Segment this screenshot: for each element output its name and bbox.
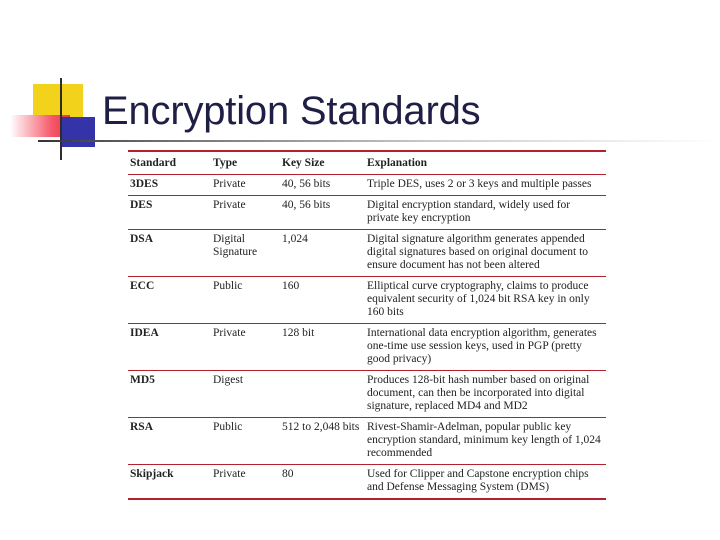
table-row [128, 230, 606, 277]
cell-type: Private [211, 175, 280, 196]
cell-key-size: 40, 56 bits [280, 196, 365, 230]
cell-type: Private [211, 465, 280, 500]
cell-type: Private [211, 196, 280, 230]
cell-key-size: 160 [280, 277, 365, 324]
cell-key-size: 40, 56 bits [280, 175, 365, 196]
cell-key-size: 80 [280, 465, 365, 500]
table-row [128, 324, 606, 371]
cell-type: Public [211, 277, 280, 324]
header-type: Type [211, 151, 280, 175]
cell-explanation: Produces 128-bit hash number based on original document, can then be incorporated into digital signature, replaced MD4 and MD2 [365, 371, 606, 418]
cell-standard: MD5 [128, 371, 211, 418]
cell-explanation: Rivest-Shamir-Adelman, popular public key encryption standard, minimum key length of 1,024 recommended [365, 418, 606, 465]
cell-standard: Skipjack [128, 465, 211, 500]
cell-type: Private [211, 324, 280, 371]
encryption-standards-table [128, 150, 606, 500]
cell-explanation: Used for Clipper and Capstone encryption chips and Defense Messaging System (DMS) [365, 465, 606, 500]
decor-blue-square [60, 117, 95, 147]
header-key-size: Key Size [280, 151, 365, 175]
cell-key-size [280, 371, 365, 418]
table-row [128, 418, 606, 465]
cell-standard: DSA [128, 230, 211, 277]
cell-explanation: International data encryption algorithm, generates one-time use session keys, used in PGP (pretty good privacy) [365, 324, 606, 371]
cell-explanation: Triple DES, uses 2 or 3 keys and multiple passes [365, 175, 606, 196]
cell-type: Digital Signature [211, 230, 280, 277]
slide-title: Encryption Standards [102, 89, 481, 133]
cell-explanation: Digital encryption standard, widely used for private key encryption [365, 196, 606, 230]
cell-standard: IDEA [128, 324, 211, 371]
cell-type: Public [211, 418, 280, 465]
cell-standard: 3DES [128, 175, 211, 196]
cell-standard: ECC [128, 277, 211, 324]
table-row [128, 465, 606, 500]
table-row [128, 277, 606, 324]
cell-type: Digest [211, 371, 280, 418]
cell-key-size: 1,024 [280, 230, 365, 277]
table-row [128, 371, 606, 418]
title-underline [38, 140, 720, 142]
cell-standard: RSA [128, 418, 211, 465]
cell-key-size: 512 to 2,048 bits [280, 418, 365, 465]
cell-key-size: 128 bit [280, 324, 365, 371]
decor-vertical-line [60, 78, 62, 160]
cell-standard: DES [128, 196, 211, 230]
table-header-row [128, 151, 606, 175]
table-row [128, 175, 606, 196]
cell-explanation: Elliptical curve cryptography, claims to produce equivalent security of 1,024 bit RSA key in only 160 bits [365, 277, 606, 324]
header-explanation: Explanation [365, 151, 606, 175]
cell-explanation: Digital signature algorithm generates appended digital signatures based on original document to ensure document has not been altered [365, 230, 606, 277]
header-standard: Standard [128, 151, 211, 175]
table-row [128, 196, 606, 230]
